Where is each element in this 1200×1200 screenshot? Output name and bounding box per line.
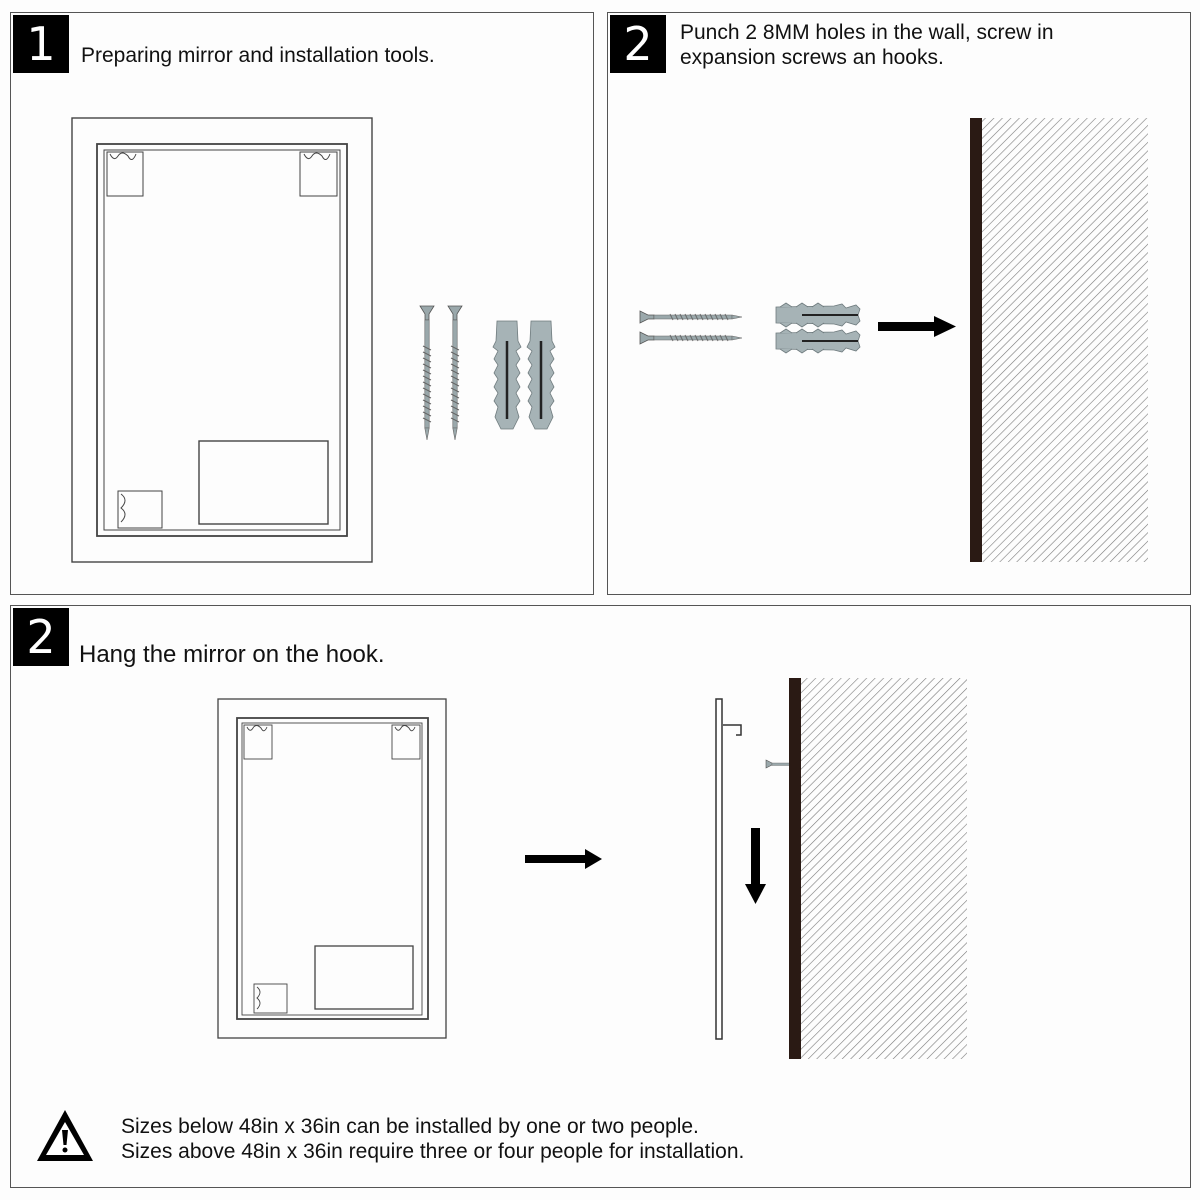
arrow-right-icon bbox=[878, 316, 956, 337]
horizontal-screws bbox=[640, 311, 742, 344]
step-1-badge: 1 bbox=[13, 15, 69, 73]
wall-screw bbox=[766, 760, 790, 768]
wall-section-2 bbox=[789, 678, 967, 1059]
mirror-front-view-2 bbox=[218, 699, 446, 1038]
step-2-badge: 2 bbox=[610, 15, 666, 73]
warning-triangle-icon bbox=[37, 1110, 93, 1161]
step-2-text-line1: Punch 2 8MM holes in the wall, screw in bbox=[680, 21, 1054, 44]
screws-and-anchors bbox=[420, 306, 555, 440]
step-3-badge: 2 bbox=[13, 608, 69, 666]
warning-line-2: Sizes above 48in x 36in require three or four people for installation. bbox=[121, 1140, 745, 1163]
arrow-down-icon bbox=[745, 828, 766, 904]
mirror-front-view bbox=[72, 118, 372, 562]
wall-section bbox=[970, 118, 1148, 562]
horizontal-anchors bbox=[776, 303, 860, 353]
arrow-right-icon-2 bbox=[525, 849, 602, 869]
step-2-text-line2: expansion screws an hooks. bbox=[680, 46, 944, 69]
step-3-text: Hang the mirror on the hook. bbox=[79, 641, 385, 668]
step-1-text: Preparing mirror and installation tools. bbox=[81, 44, 435, 67]
mirror-side-view bbox=[716, 699, 741, 1039]
warning-line-1: Sizes below 48in x 36in can be installed by one or two people. bbox=[121, 1115, 699, 1138]
